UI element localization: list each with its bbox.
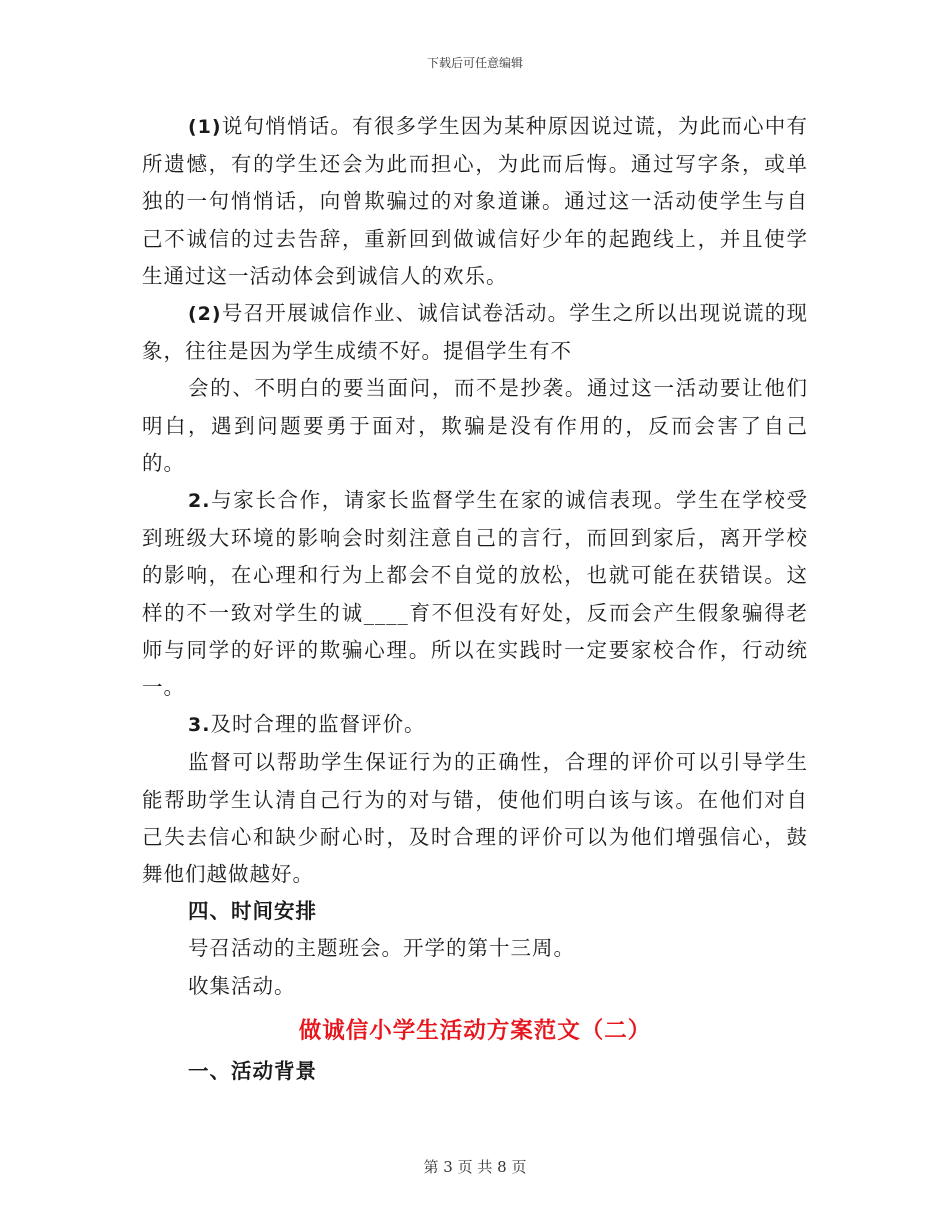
item-number: 3. xyxy=(188,714,211,737)
paragraph-1 xyxy=(142,108,808,295)
document-body xyxy=(142,108,808,1090)
paragraph-2 xyxy=(142,295,808,370)
paragraph-text: 与家长合作，请家长监督学生在家的诚信表现。学生在学校受到班级大环境的影响会时刻注意自己的言行，而回到家后，离开学校的影响，在心理和行为上都会不自觉的放松，也就可能在获错误。这样的不一致对学生的诚____育不但没有好处，反而会产生假象骗得老师与同学的好评的欺骗心理。所以在实践时一定要家校合作，行动统一。 xyxy=(142,488,808,700)
heading-activity-background: 一、活动背景 xyxy=(188,1058,317,1083)
page-header: 下载后可任意编辑 xyxy=(426,56,523,70)
item-number: (2) xyxy=(188,303,222,326)
paragraph-text: 及时合理的监督评价。 xyxy=(210,712,426,737)
heading-time-schedule: 四、时间安排 xyxy=(188,899,317,924)
paragraph-6: 监督可以帮助学生保证行为的正确性，合理的评价可以引导学生能帮助学生认清自己行为的对与错，使他们明白该与该。在他们对自己失去信心和缺少耐心时，及时合理的评价可以为他们增强信心，鼓舞他们越做越好。 xyxy=(142,750,808,887)
paragraph-7: 号召活动的主题班会。开学的第十三周。 xyxy=(188,936,575,961)
item-number: 2. xyxy=(188,490,211,513)
paragraph-8: 收集活动。 xyxy=(188,973,296,998)
paragraph-4 xyxy=(142,482,808,706)
paragraph-5 xyxy=(142,706,808,744)
paragraph-3: 会的、不明白的要当面问，而不是抄袭。通过这一活动要让他们明白，遇到问题要勇于面对，欺骗是没有作用的，反而会害了自己的。 xyxy=(142,376,808,475)
paragraph-text: 说句悄悄话。有很多学生因为某种原因说过谎，为此而心中有所遗憾，有的学生还会为此而担心，为此而后悔。通过写字条，或单独的一句悄悄话，向曾欺骗过的对象道谦。通过这一活动使学生与自己不诚信的过去告辞，重新回到做诚信好少年的起跑线上，并且使学生通过这一活动体会到诚信人的欢乐。 xyxy=(142,114,808,288)
item-number: (1) xyxy=(188,116,222,138)
page-footer: 第 3 页 共 8 页 xyxy=(423,1158,527,1176)
section-title: 做诚信小学生活动方案范文（二） xyxy=(298,1017,652,1044)
paragraph-text: 号召开展诚信作业、诚信试卷活动。学生之所以出现说谎的现象，往往是因为学生成绩不好。提倡学生有不 xyxy=(142,301,808,364)
